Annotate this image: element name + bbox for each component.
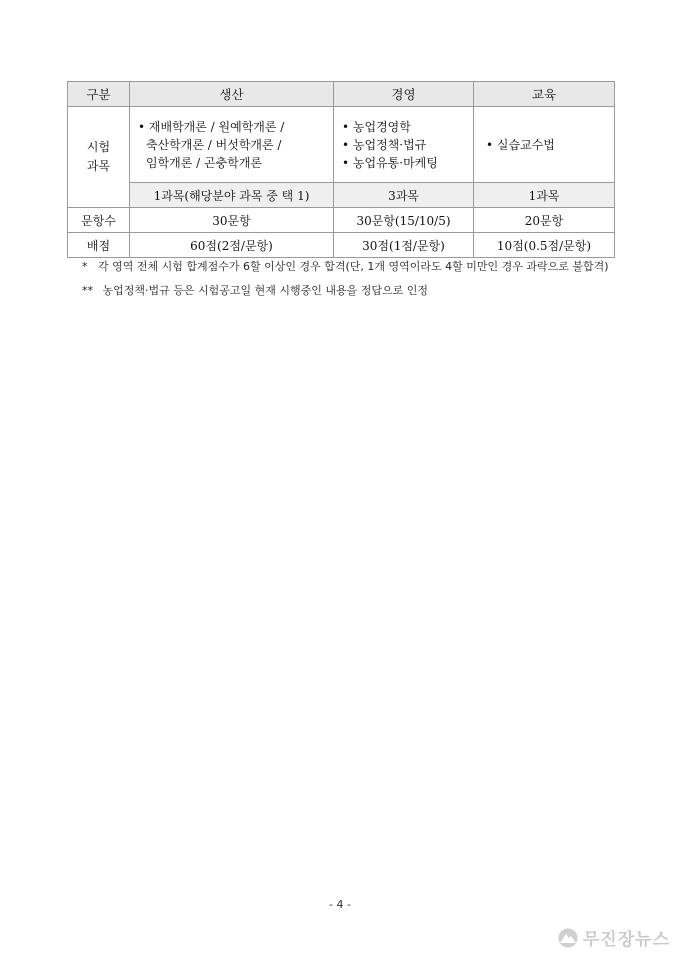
table-header-row	[68, 82, 615, 107]
header-education: 교육	[474, 82, 615, 107]
list-item: 축산학개론 / 버섯학개론 /	[146, 137, 282, 152]
education-subject-count: 1과목	[474, 183, 615, 208]
watermark	[557, 925, 670, 950]
list-item: • 실습교수법	[486, 137, 555, 152]
education-question-count: 20문항	[474, 208, 615, 233]
table-row-score	[68, 233, 615, 258]
row-label-line: 시험	[86, 140, 111, 154]
education-score: 10점(0.5점/문항)	[474, 233, 615, 258]
management-subject-count: 3과목	[334, 183, 474, 208]
management-question-count: 30문항(15/10/5)	[334, 208, 474, 233]
table-row-question-count	[68, 208, 615, 233]
note-marker: *	[82, 260, 88, 273]
education-subject-list	[474, 107, 615, 183]
list-item: • 재배학개론 / 원예학개론 /	[138, 119, 285, 134]
watermark-text: 무진장뉴스	[582, 930, 670, 950]
list-item: 임학개론 / 곤충학개론	[146, 155, 263, 170]
production-question-count: 30문항	[130, 208, 334, 233]
mountain-logo-icon	[557, 928, 579, 948]
table-row-subject-count	[68, 183, 615, 208]
header-management: 경영	[334, 82, 474, 107]
row-label-question-count: 문항수	[68, 208, 130, 233]
note-marker: **	[82, 284, 93, 297]
list-item: • 농업정책·법규	[342, 137, 427, 152]
production-subject-count: 1과목(해당분야 과목 중 택 1)	[130, 183, 334, 208]
header-production: 생산	[130, 82, 334, 107]
note-text: 각 영역 전체 시험 합계점수가 6할 이상인 경우 합격(단, 1개 영역이라도 4할 미만인 경우 과락으로 불합격)	[98, 260, 609, 273]
management-subject-list	[334, 107, 474, 183]
list-item: • 농업경영학	[342, 119, 411, 134]
row-label-score: 배점	[68, 233, 130, 258]
note-law-basis	[82, 282, 622, 299]
note-text: 농업정책·법규 등은 시험공고일 현재 시행중인 내용을 정답으로 인정	[102, 284, 428, 297]
table-notes	[82, 258, 622, 299]
note-pass-criteria	[82, 258, 622, 275]
header-category: 구분	[68, 82, 130, 107]
production-score: 60점(2점/문항)	[130, 233, 334, 258]
production-subject-list	[130, 107, 334, 183]
table-row-subjects	[68, 107, 615, 183]
list-item: • 농업유통·마케팅	[342, 155, 438, 170]
row-label-line: 과목	[86, 159, 111, 173]
row-label-subjects	[68, 107, 130, 208]
management-score: 30점(1점/문항)	[334, 233, 474, 258]
page-number: - 4 -	[329, 898, 351, 911]
exam-subject-table	[67, 81, 615, 258]
